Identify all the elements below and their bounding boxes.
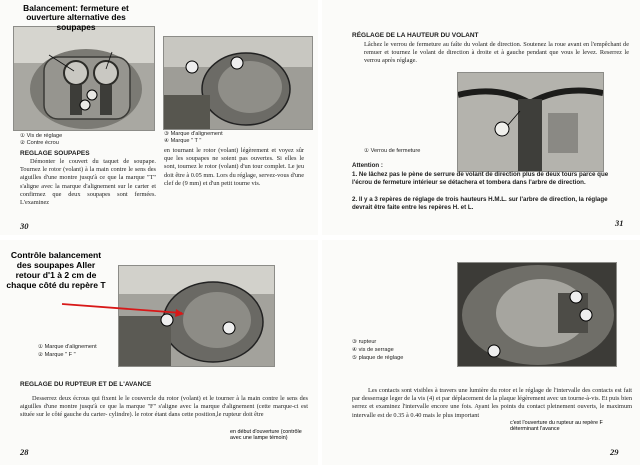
attention-item-1: 1. Ne lâchez pas le pène de serrure de volant de direction plus de deux tours parce que l'écrou de fermeture intérieur se détachera et tombera dans l'arbre de direction. (352, 171, 609, 186)
photo-rupteur (457, 262, 617, 367)
photo-valve-adjust (13, 26, 155, 131)
handlebar-illustration (458, 73, 603, 171)
caption-plaque-reglage: ⑤ plaque de réglage (352, 355, 404, 361)
caption-marque-alignement-f: ① Marque d'alignement (38, 344, 97, 350)
page-number-31: 31 (615, 218, 624, 228)
handnote-avance: c'est l'ouverture du rupteur au repère F déterminant l'avance (510, 420, 603, 433)
caption-rupteur: ③ rupteur (352, 339, 377, 345)
page-30 (0, 0, 318, 235)
caption-verrou-fermeture: ① Verrou de fermeture (364, 148, 421, 154)
caption-vis-reglage: ① Vis de réglage (20, 133, 63, 139)
page-28 (0, 240, 318, 465)
heading-reglage-rupteur: REGLAGE DU RUPTEUR ET DE L'AVANCE (20, 381, 152, 388)
body-reglage-soupapes: Démonter le couvert du taquet de soupape. Tournez le rotor (volant) à la main contre le sens des aiguilles d'une montre jusqu'à ce que la marque "T" s'aligne avec la marque d'alignement sur le carter et confirmez que deux soupapes sont fermées. L'examinez (20, 158, 156, 207)
heading-hauteur-volant: RÉGLAGE DE LA HAUTEUR DU VOLANT (352, 32, 479, 39)
caption-contre-ecrou: ② Contre écrou (20, 140, 59, 146)
attention-item-2: 2. Il y a 3 repères de réglage de trois hauteurs H.M.L. sur l'arbre de direction, la réglage devrait être faite entre les repères H. et L. (352, 196, 608, 211)
caption-marque-t: ④ Marque " T " (164, 138, 202, 144)
body-reglage-rupteur: Desserrez deux écrous qui fixent le le couvercle du rotor (volant) et le tourner à la main contre le sens des aiguilles d'une montre jusqu'à ce que la marque "F" s'aligne avec la marque d'alignement (cette marque-ci est située sur le côté gauche du carter- cylindre). le rotor étant dans cette position,le rupteur doit être (20, 395, 308, 419)
handnote-lampe-temoin: en début d'ouverture (contrôle avec une lampe témoin) (230, 429, 302, 442)
caption-marque-f: ② Marque " F " (38, 352, 76, 358)
annotation-balancement: Balancement: fermeture et ouverture alternative des soupapes (23, 3, 129, 32)
annotation-controle-balancement: Contrôle balancement des soupapes Aller retour d'1 à 2 cm de chaque côté du repère T (6, 250, 106, 290)
photo-alignment-mark-t (163, 36, 313, 130)
caption-marque-alignement: ③ Marque d'alignement (164, 131, 223, 137)
body-hauteur-volant: Lâchez le verrou de fermeture au faîte du volant de direction. Soutenez la roue avant en l'empêchant de remuer et tournez le volant de direction à droite et à gauche pendant que vous le levez. Reserrez le verrou après réglage. (364, 41, 629, 65)
page-29 (322, 240, 640, 465)
attention-title: Attention : (352, 162, 383, 169)
heading-reglage-soupapes: REGLAGE SOUPAPES (20, 150, 90, 157)
page-number-29: 29 (610, 447, 619, 457)
page-number-30: 30 (20, 221, 29, 231)
body-contacts: Les contacts sont visibles à travers une lumière du rotor et le réglage de l'intervalle des contacts est fait par desserrage leger de la vis (4) et par déplacement de la plaque légèrement avec un tourne-à-vis. Et puis bien serrez et examinez l'intervalle encore une fois. Ayant les points du contact pleinement ouverts, le maximum intervalle est de 0.35 à 0.40 mais le plus important (352, 387, 632, 419)
rotor-cover-illustration (164, 37, 312, 129)
valve-engine-illustration (14, 27, 154, 130)
photo-steering-lock (457, 72, 604, 172)
caption-vis-serrage: ④ vis de serrage (352, 347, 394, 353)
breaker-illustration (458, 263, 616, 366)
body-reglage-suite: en tournant le rotor (volant) légèrement et voyez sûr que les soupapes ne soient pas ouvertes. Si elles le sont, tournez le rotor (volant) d'un tour complet. Le jeu doit être à 0.05 mm. Lors du réglage, servez-vous d'une clef de (9 mm) et d'un petit tourne vis. (164, 147, 304, 187)
red-arrow-pointer (60, 300, 190, 320)
page-31 (322, 0, 640, 235)
page-number-28: 28 (20, 447, 29, 457)
